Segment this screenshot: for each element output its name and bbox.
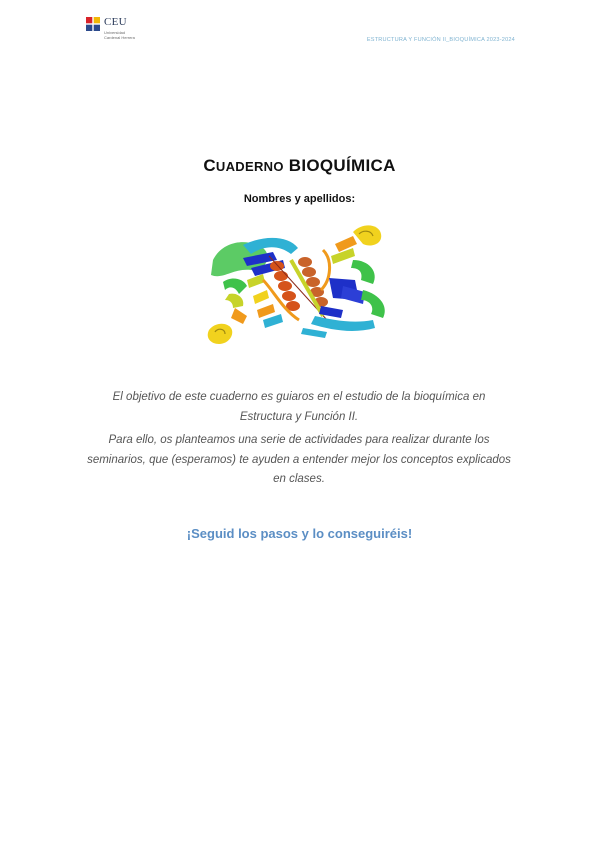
intro-paragraph-2: Para ello, os planteamos una serie de actividades para realizar durante los seminarios, que (esperamos) te ayuden a entender mejor los conceptos explicados en clases. — [87, 434, 511, 485]
title-word-2: BIOQUÍMICA — [288, 156, 396, 175]
intro-text — [86, 388, 512, 494]
title-initial: C — [203, 156, 216, 175]
title-word-1: UADERNO — [215, 159, 284, 174]
running-head: ESTRUCTURA Y FUNCIÓN II_BIOQUÍMICA 2023-2024 — [366, 37, 515, 43]
page-title — [0, 156, 599, 176]
protein-structure-image — [203, 220, 395, 354]
logo-subtitle-1: Universidad — [104, 30, 126, 35]
ceu-logo — [86, 15, 156, 41]
names-label: Nombres y apellidos: — [243, 193, 356, 205]
logo-subtitle-2: Cardenal Herrera — [104, 35, 135, 40]
logo-name: CEU — [104, 16, 127, 28]
intro-paragraph-1: El objetivo de este cuaderno es guiaros en el estudio de la bioquímica en Estructura y Función II. — [112, 391, 486, 423]
motivational-message: ¡Seguid los pasos y lo conseguiréis! — [186, 526, 413, 541]
ceu-cross-icon — [86, 17, 100, 31]
